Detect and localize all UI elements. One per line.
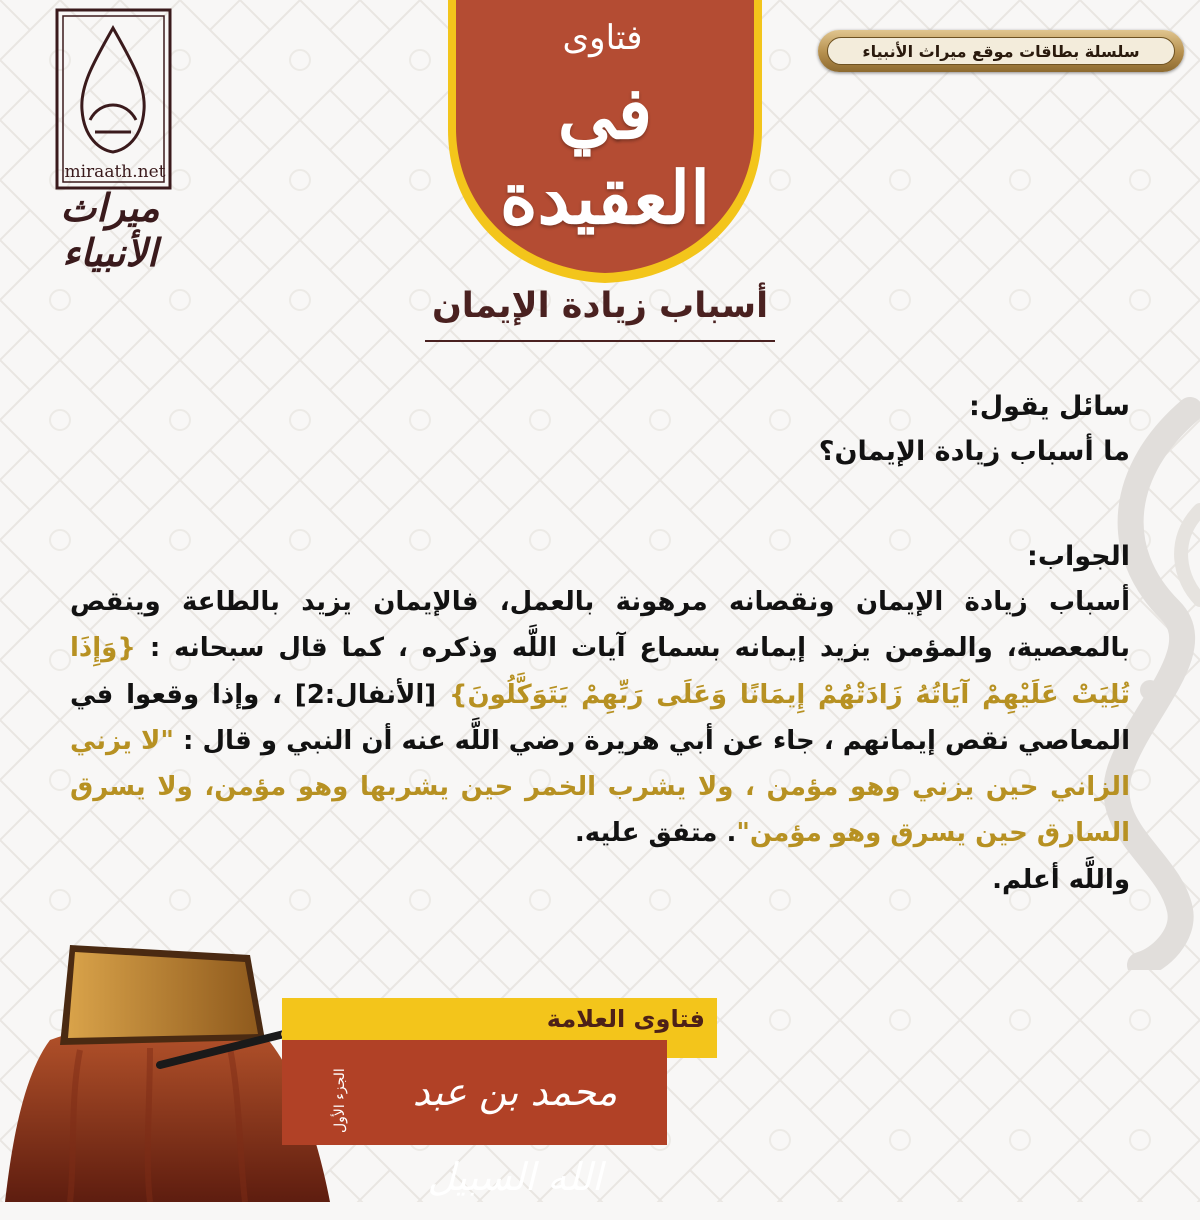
fatwa-content [70,384,1130,903]
quran-verse: {وَإِذَا تُلِيَتْ عَلَيْهِمْ آيَاتُهُ زَادَتْهُمْ إِيمَانًا وَعَلَى رَبِّهِمْ يَتَوَكَّلُونَ} [70,633,1130,710]
question-text: ما أسباب زيادة الإيمان؟ [818,436,1130,467]
scholar-name: محمد بن عبد الله السبيل [412,1070,618,1199]
page-title: أسباب زيادة الإيمان [431,286,769,326]
closing-line: واللَّه أعلم. [992,864,1130,895]
hadith-quote: "لا يزني الزاني حين يزني وهو مؤمن ، ولا يشرب الخمر حين يشربها وهو مؤمن، ولا يسرق السارق حين يسرق وهو مؤمن" [69,725,1130,849]
logo-url: miraath.net [64,162,166,182]
title-underline [425,340,775,342]
answer-part-3: . متفق عليه. [574,818,737,849]
series-banner [818,30,1184,72]
logo-name: ميراث الأنبياء [60,185,160,275]
question-label: سائل يقول: [968,391,1130,422]
book-label: فتاوى العلامة [546,1005,705,1033]
verse-reference: [الأنفال:2] ، [259,679,449,710]
shield-line2: في العقيدة [499,70,711,240]
shield-line1: فتاوى [562,18,643,58]
volume-label: الجزء الأول [332,1068,348,1134]
answer-body [70,579,1130,857]
answer-part-1: أسباب زيادة الإيمان ونقصانه مرهونة بالعمل، فالإيمان يزيد بالطاعة وينقص بالمعصية، والمؤمن يزيد إيمانه بسماع آيات اللَّه وذكره ، كما قال سبحانه : [70,587,1130,664]
answer-label: الجواب: [1027,541,1130,572]
series-banner-text: سلسلة بطاقات موقع ميراث الأنبياء [827,37,1175,65]
answer-part-2: وإذا وقعوا في المعاصي نقص إيمانهم ، جاء عن أبي هريرة رضي اللَّه عنه أن النبي و قال : [70,679,1130,756]
